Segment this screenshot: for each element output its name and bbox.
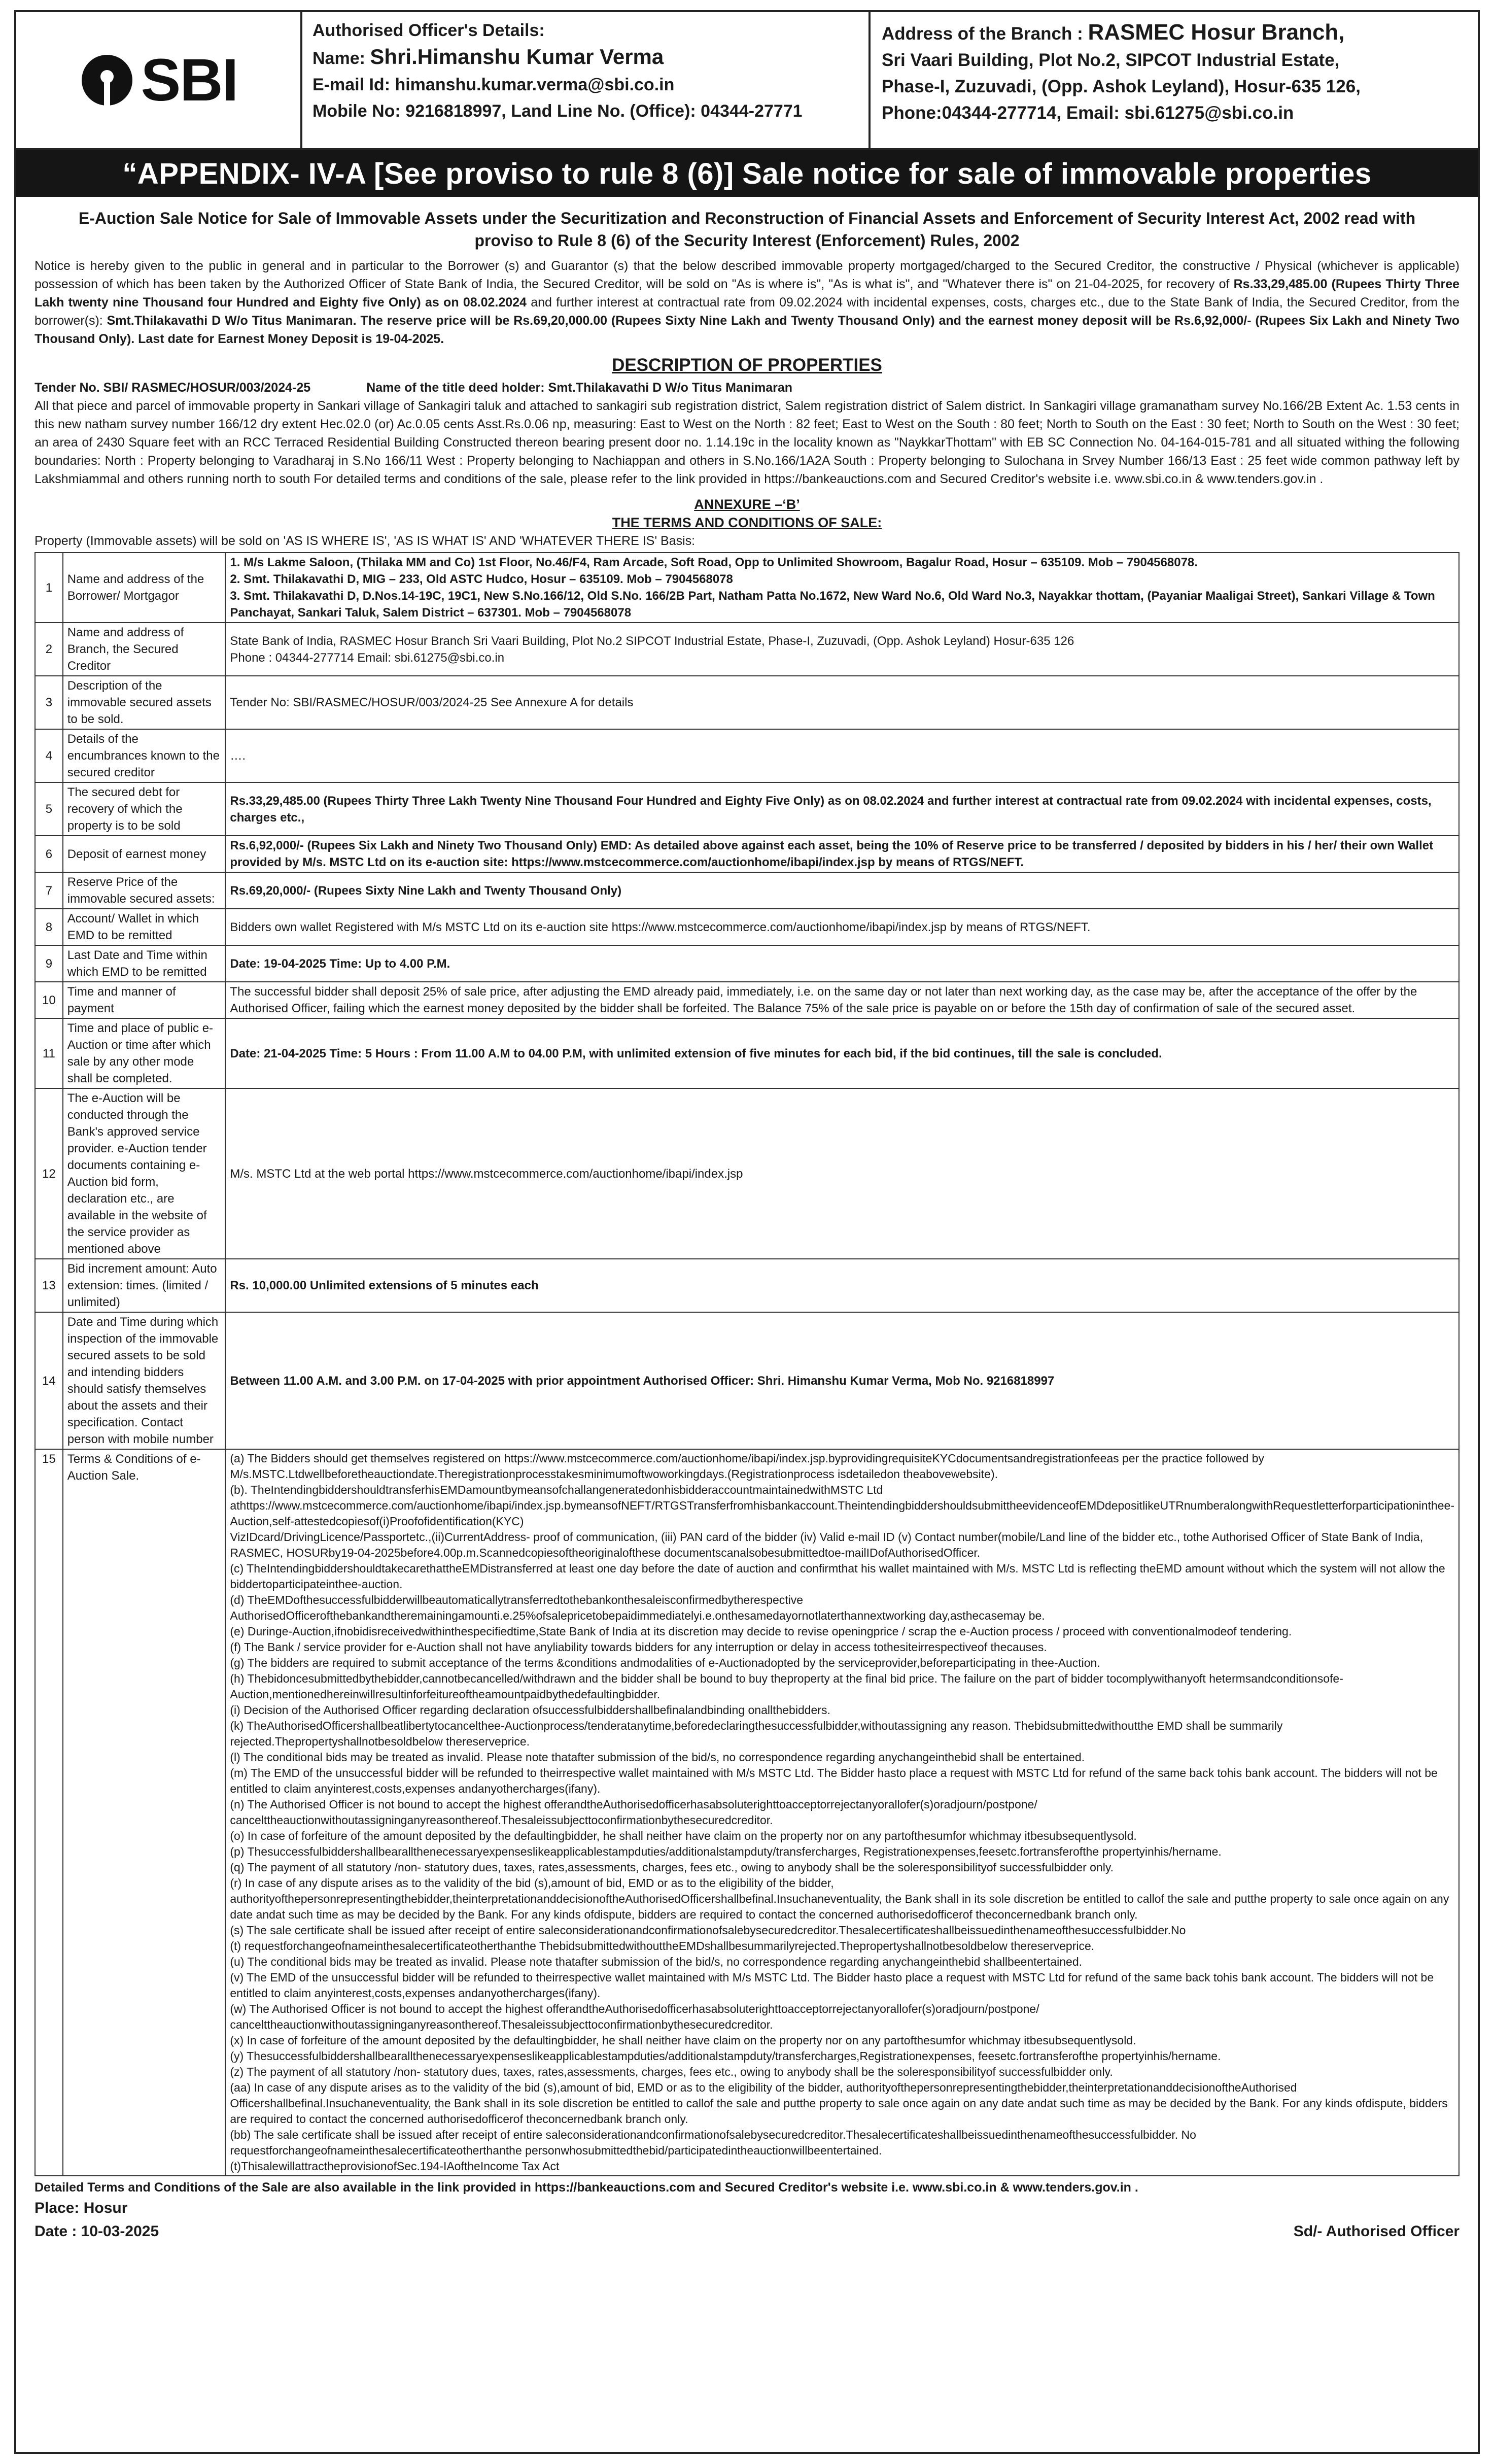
table-row	[35, 553, 1459, 623]
annexure-intro: Property (Immovable assets) will be sold on 'AS IS WHERE IS', 'AS IS WHAT IS' AND 'WHATEVER THERE IS' Basis:	[34, 534, 696, 548]
term-description: Terms & Conditions of e- Auction Sale.	[63, 1449, 226, 2176]
term-number: 11	[35, 1018, 63, 1088]
notice-amount: Rs.33,29,485.00 (Rupees Thirty Three Lakh twenty nine Thousand four Hundred and Eighty five Only) as on 08.02.2024	[34, 277, 1460, 310]
term-description: Description of the immovable secured assets to be sold.	[63, 676, 226, 729]
term-number: 12	[35, 1088, 63, 1259]
condition-paragraph: (f) The Bank / service provider for e-Auction shall not have anyliability towards bidders for any interruption or delay in access tothesiteirrespectiveof thecauses.	[230, 1640, 1047, 1654]
officer-phone: Mobile No: 9216818997, Land Line No. (Office): 04344-27771	[312, 101, 803, 121]
condition-paragraph: (x) In case of forfeiture of the amount deposited by the defaultingbidder, he shall neither have claim on the property nor on any partofthesumfor whichmay itbesubsequentlysold.	[230, 2034, 1136, 2047]
terms-table-body	[35, 553, 1459, 2176]
term-number: 3	[35, 676, 63, 729]
branch-line-1: Sri Vaari Building, Plot No.2, SIPCOT Industrial Estate,	[882, 50, 1340, 70]
term-description: Deposit of earnest money	[63, 836, 226, 872]
sbi-logo-text: SBI	[141, 47, 238, 114]
table-row	[35, 836, 1459, 872]
table-row	[35, 909, 1459, 945]
term-number: 6	[35, 836, 63, 872]
notice-subtitle: E-Auction Sale Notice for Sale of Immovable Assets under the Securitization and Reconstruction of Financial Assets and Enforcement of Security Interest Act, 2002 read with proviso to Rule 8 (6) of the Security Interest (Enforcement) Rules, 2002	[78, 209, 1416, 250]
officer-heading: Authorised Officer's Details:	[312, 21, 545, 40]
term-value-line: Rs.33,29,485.00 (Rupees Thirty Three Lakh Twenty Nine Thousand Four Hundred and Eighty Five Only) as on 08.02.2024 and further interest at contractual rate from 09.02.2024 with incidental expenses, costs, charges etc.,	[230, 794, 1432, 825]
term-description: Date and Time during which inspection of the immovable secured assets to be sold and intending bidders should satisfy themselves about the assets and their specification. Contact person with mobile number	[63, 1312, 226, 1449]
term-description: Details of the encumbrances known to the secured creditor	[63, 729, 226, 782]
term-15-conditions	[225, 1449, 1459, 2176]
term-description: Last Date and Time within which EMD to be remitted	[63, 945, 226, 982]
term-value-line: M/s. MSTC Ltd at the web portal https://www.mstcecommerce.com/auctionhome/ibapi/index.jsp	[230, 1167, 743, 1181]
notice-borrower: Smt.Thilakavathi D W/o Titus Manimaran.	[107, 314, 357, 328]
condition-paragraph: VizIDcard/DrivingLicence/Passportetc.,(ii)CurrentAddress- proof of communication, (iii) PAN card of the bidder (iv) Valid e-mail ID (v) Contact number(mobile/Land line of the bidder etc., tothe Authorised Officer of State Bank of India, RASMEC, HOSURby19-04-2025before4.00p.m.Scannedcopiesoftheoriginalofthese documentscanalsobesubmittedtoe-mailIDofAuthorisedOfficer.	[230, 1530, 1423, 1559]
term-value	[225, 982, 1459, 1018]
branch-address	[871, 12, 1478, 148]
term-description: The secured debt for recovery of which the property is to be sold	[63, 782, 226, 836]
branch-line-3: Phone:04344-277714, Email: sbi.61275@sbi.co.in	[882, 103, 1294, 123]
place: Place: Hosur	[34, 2200, 128, 2216]
condition-paragraph: (k) TheAuthorisedOfficershallbeatlibertytocancelthee-Auctionprocess/tenderatanytime,beforedeclaringthesuccessfulbidder,withoutassigning any reason. Thebidsubmittedwithoutthe EMD shall be summarily rejected.Thepropertyshallnotbesoldbelow thereserveprice.	[230, 1719, 1283, 1748]
term-number: 4	[35, 729, 63, 782]
condition-paragraph: (m) The EMD of the unsuccessful bidder will be refunded to theirrespective wallet maintained with M/s MSTC Ltd. The Bidder hasto place a request with MSTC Ltd for refund of the same back tohis bank account. The bidders will not be entitled to claim anyinterest,costs,expenses andanyothercharges(ifany).	[230, 1766, 1438, 1795]
tender-number: Tender No. SBI/ RASMEC/HOSUR/003/2024-25	[34, 381, 311, 395]
title-deed-holder: Name of the title deed holder: Smt.Thilakavathi D W/o Titus Manimaran	[366, 381, 793, 395]
term-number: 9	[35, 945, 63, 982]
date-row	[34, 2220, 1460, 2243]
term-description: Time and manner of payment	[63, 982, 226, 1018]
term-value	[225, 1018, 1459, 1088]
term-value-line: State Bank of India, RASMEC Hosur Branch Sri Vaari Building, Plot No.2 SIPCOT Industrial Estate, Phase-I, Zuzuvadi, (Opp. Ashok Leyland) Hosur-635 126	[230, 634, 1074, 648]
term-value-line: Rs.69,20,000/- (Rupees Sixty Nine Lakh and Twenty Thousand Only)	[230, 883, 622, 898]
branch-heading	[882, 19, 1468, 47]
notice-reserve: The reserve price will be Rs.69,20,000.00 (Rupees Sixty Nine Lakh and Twenty Thousand Only) and the earnest money deposit will be Rs.6,92,000/- (Rupees Six Lakh and Ninety Two Thousand Only). Last date for Earnest Money Deposit is 19-04-2025.	[34, 314, 1460, 346]
term-number: 14	[35, 1312, 63, 1449]
condition-paragraph: (t) requestforchangeofnameinthesalecertificateotherthanthe ThebidsubmittedwithouttheEMDshallbesummarilyrejected.Thepropertyshallnotbesoldbelow thereserveprice.	[230, 1939, 1095, 1953]
notice-header	[16, 12, 1478, 150]
term-value	[225, 676, 1459, 729]
term-description: Name and address of the Borrower/ Mortgagor	[63, 553, 226, 623]
term-number: 1	[35, 553, 63, 623]
term-value-line: 3. Smt. Thilakavathi D, D.Nos.14-19C, 19C1, New S.No.166/12, Old S.No. 166/2B Part, Natham Patta No.1672, New Ward No.6, Old Ward No.3, Nayakkar thottam, (Payaniar Maaligai Street), Sankari Village & Town Panchayat, Sankari Taluk, Salem District – 637301. Mob – 7904568078	[230, 589, 1435, 620]
officer-email: E-mail Id: himanshu.kumar.verma@sbi.co.in	[312, 75, 675, 94]
term-value	[225, 553, 1459, 623]
term-value-line: Rs. 10,000.00 Unlimited extensions of 5 minutes each	[230, 1279, 539, 1292]
officer-details	[302, 12, 871, 148]
table-row	[35, 945, 1459, 982]
table-row	[35, 1088, 1459, 1259]
footer-note: Detailed Terms and Conditions of the Sale are also available in the link provided in https://bankeauctions.com and Secured Creditor's website i.e. www.sbi.co.in & www.tenders.gov.in .	[34, 2180, 1138, 2195]
term-number: 5	[35, 782, 63, 836]
term-value-line: Tender No: SBI/RASMEC/HOSUR/003/2024-25 See Annexure A for details	[230, 696, 634, 709]
term-number: 2	[35, 623, 63, 676]
term-description: Account/ Wallet in which EMD to be remitted	[63, 909, 226, 945]
table-row	[35, 1312, 1459, 1449]
term-value	[225, 836, 1459, 872]
term-value-line: ….	[230, 749, 246, 763]
condition-paragraph: (o) In case of forfeiture of the amount deposited by the defaultingbidder, he shall neither have claim on the property nor on any partofthesumfor whichmay itbesubsequentlysold.	[230, 1829, 1137, 1842]
sbi-keyhole-icon	[79, 52, 135, 108]
table-row	[35, 1449, 1459, 2176]
condition-paragraph: (h) Thebidoncesubmittedbythebidder,cannotbecancelled/withdrawn and the bidder shall be bound to buy theproperty at the final bid price. The failure on the part of bidder tocomplywithanyoft hetermsandconditionsofe-Auction,mentionedhereinwillresultinforfeitureoftheamountpaidbythedefaultingbidder.	[230, 1672, 1343, 1701]
property-description: All that piece and parcel of immovable property in Sankari village of Sankagiri taluk and attached to sankagiri sub registration district, Salem registration district of Salem district. In Sankagiri village gramanatham survey No.166/2B Extent Ac. 1.53 cents in this new natham survey number 166/12 dry extent Hec.02.0 (or) Ac.0.05 cents Asst.Rs.0.06 np, measuring: East to West on the North : 82 feet; East to West on the South : 80 feet; North to South on the East : 30 feet; North to South on the West : 30 feet; an area of 2430 Square feet with an RCC Terraced Residential Building Constructed thereon bearing present door no. 1.14.19c in the locality known as "NaykkarThottam" with EB SC Connection No. 04-164-015-781 and all situated withing the following boundaries: North : Property belonging to Varadharaj in S.No 166/11 West : Property belonging to Nachiappan and others in S.No.166/1A2A South : Property belonging to Sulochana in Srvey Number 166/13 East : 25 feet wide common pathway left by Lakshmiammal and others running north to south For detailed terms and conditions of the sale, please refer to the link provided in https://bankeauctions.com and Secured Creditor's website i.e. www.sbi.co.in & www.tenders.gov.in .	[34, 399, 1460, 486]
condition-paragraph: (w) The Authorised Officer is not bound to accept the highest offerandtheAuthorisedofficerhasabsoluterighttoacceptorrejectanyorallofer(s)oradjourn/postpone/ cancelttheauctionwithoutassigninganyreasonthereof.Thesaleissubjecttoconfirmationbythesecuredcreditor.	[230, 2002, 1039, 2031]
condition-paragraph: (b). TheIntendingbiddershouldtransferhisEMDamountbymeansofchallangeneratedonhisbidderaccountmaintainedwithMSTC Ltd athttps://www.mstcecommerce.com/auctionhome/ibapi/index.jsp.bymeansofNEFT/RTGSTransferfromhisbankaccount.TheintendingbiddershouldsubmittheevidenceofEMDdepositlikeUTRnumberalongwithRequestletterforparticipationinthee-Auction,self-attestedcopiesof(i)Proofofidentification(KYC)	[230, 1483, 1454, 1528]
sbi-logo	[79, 46, 238, 115]
tender-line	[34, 379, 1460, 397]
condition-paragraph: (q) The payment of all statutory /non- statutory dues, taxes, rates,assessments, charges, fees etc., owing to anybody shall be the soleresponsibilityof successfulbidder only.	[230, 1861, 1114, 1874]
term-value-line: Phone : 04344-277714 Email: sbi.61275@sbi.co.in	[230, 651, 505, 665]
term-description: Time and place of public e-Auction or time after which sale by any other mode shall be completed.	[63, 1018, 226, 1088]
condition-paragraph: (bb) The sale certificate shall be issued after receipt of entire saleconsiderationandconfirmationofsalebysecuredcreditor.Thesalecertificateshallbeissuedinthenameofthesuccessfulbidder. No requestforchangeofnameinthesalecertificateotherthanthe personwhosubmittedthebid/participatedintheauctionwillbeentertained.	[230, 2128, 1196, 2157]
branch-label: Address of the Branch :	[882, 24, 1083, 44]
condition-paragraph: (v) The EMD of the unsuccessful bidder will be refunded to theirrespective wallet maintained with M/s MSTC Ltd. The Bidder hasto place a request with MSTC Ltd for refund of the same back tohis bank account. The bidders will not be entitled to claim anyinterest,costs,expenses andanyothercharges(ifany).	[230, 1971, 1434, 2000]
condition-paragraph: (g) The bidders are required to submit acceptance of the terms &conditions andmodalities of e-Auctionadopted by the serviceprovider,beforeparticipating in thee-Auction.	[230, 1656, 1100, 1669]
condition-paragraph: (r) In case of any dispute arises as to the validity of the bid (s),amount of bid, EMD or as to the eligibility of the bidder, authorityofthepersonrepresentingthebidder,theinterpretationanddecisionoftheAuthorisedOfficershallbefinal.Insuchaneventuality, the Bank shall in its sole discretion be entitled to callof the sale and putthe property to sale once again on any date andat such time as may be decided by the Bank. For any kinds ofdispute, bidders are required to contact the concerned authorisedofficerof theconcernedbank branch only.	[230, 1876, 1449, 1921]
branch-line-2: Phase-I, Zuzuvadi, (Opp. Ashok Leyland), Hosur-635 126,	[882, 77, 1361, 96]
notice-content	[16, 197, 1478, 2243]
condition-paragraph: (n) The Authorised Officer is not bound to accept the highest offerandtheAuthorisedofficerhasabsoluterighttoacceptorrejectanyorallofer(s)oradjourn/postpone/ cancelttheauctionwithoutassigninganyreasonthereof.Thesaleissubjecttoconfirmationbythesecuredcreditor.	[230, 1798, 1037, 1827]
annexure-title: ANNEXURE –‘B’	[694, 497, 800, 512]
notice-paragraph	[34, 257, 1460, 348]
term-value	[225, 623, 1459, 676]
table-row	[35, 872, 1459, 909]
table-row	[35, 982, 1459, 1018]
table-row	[35, 1259, 1459, 1312]
condition-paragraph: (a) The Bidders should get themselves registered on https://www.mstcecommerce.com/auctionhome/ibapi/index.jsp.byprovidingrequisiteKYCdocumentsandregistrationfeeas per the practice followed by M/s.MSTC.Ltdwellbeforetheauctiondate.Theregistrationprocesstakesminimumoftwoworkingdays.(Registrationprocess isdetailedon theabovewebsite).	[230, 1452, 1265, 1481]
condition-paragraph: (z) The payment of all statutory /non- statutory dues, taxes, rates,assessments, charges, fees etc., owing to anybody shall be the soleresponsibilityof successfulbidder only.	[230, 2065, 1113, 2078]
term-value-line: Between 11.00 A.M. and 3.00 P.M. on 17-04-2025 with prior appointment Authorised Officer: Shri. Himanshu Kumar Verma, Mob No. 9216818997	[230, 1374, 1055, 1388]
notice-date: Date : 10-03-2025	[34, 2223, 159, 2240]
table-row	[35, 676, 1459, 729]
table-row	[35, 623, 1459, 676]
officer-name-label: Name:	[312, 49, 365, 68]
bank-logo-cell	[16, 12, 302, 148]
term-value-line: Bidders own wallet Registered with M/s MSTC Ltd on its e-auction site https://www.mstcecommerce.com/auctionhome/ibapi/index.jsp by means of RTGS/NEFT.	[230, 920, 1091, 934]
branch-name: RASMEC Hosur Branch,	[1088, 20, 1345, 45]
condition-paragraph: (aa) In case of any dispute arises as to the validity of the bid (s),amount of bid, EMD or as to the eligibility of the bidder, authorityofthepersonrepresentingthebidder,theinterpretationanddecisionoftheAuthorised Officershallbefinal.Insuchaneventuality, the Bank shall in its sole discretion be entitled to callof the sale and putthe property to sale once again on any date andat such time as may be decided by the Bank. For any kinds ofdispute, bidders are required to contact the concerned authorisedofficerof theconcernedbank branch only.	[230, 2081, 1448, 2126]
annexure-subtitle: THE TERMS AND CONDITIONS OF SALE:	[612, 515, 882, 530]
term-value-line: Rs.6,92,000/- (Rupees Six Lakh and Ninety Two Thousand Only) EMD: As detailed above against each asset, being the 10% of Reserve price to be transferred / deposited by bidders in his / her/ their own Wallet provided by M/s. MSTC Ltd on its e-auction site: https://www.mstcecommerce.com/auctionhome/ibapi/index.jsp by means of RTGS/NEFT.	[230, 839, 1434, 869]
notice-text-2: and further interest at contractual rate from 09.02.2024 with incidental expenses, costs, charges etc., due to the State Bank of India, the Secured Creditor, from the borrower(s):	[34, 295, 1460, 328]
term-value	[225, 909, 1459, 945]
officer-name: Shri.Himanshu Kumar Verma	[370, 45, 664, 69]
term-value	[225, 1088, 1459, 1259]
term-value	[225, 1259, 1459, 1312]
term-description: Bid increment amount: Auto extension: times. (limited / unlimited)	[63, 1259, 226, 1312]
signature: Sd/- Authorised Officer	[1293, 2223, 1460, 2240]
condition-paragraph: (y) Thesuccessfulbiddershallbearallthenecessaryexpenseslikeapplicablestampduties/additionalstampduty/transfercharges,Registrationexpenses, feesetc.fortransferofthe propertyinhis/hername.	[230, 2049, 1221, 2063]
condition-paragraph: (u) The conditional bids may be treated as invalid. Please note thatafter submission of the bid/s, no correspondence regarding anychangeinthebid shallbeentertained.	[230, 1955, 1083, 1968]
term-value-line: The successful bidder shall deposit 25% of sale price, after adjusting the EMD already paid, immediately, i.e. on the same day or not later than next working day, as the case may be, after the acceptance of the offer by the Authorised Officer, failing which the earnest money deposited by the bidder shall be forfeited. The Balance 75% of the sale price is payable on or before the 15th day of confirmation of sale of the secured asset.	[230, 985, 1417, 1015]
term-number: 15	[35, 1449, 63, 2176]
term-value	[225, 782, 1459, 836]
term-value-line: 1. M/s Lakme Saloon, (Thilaka MM and Co) 1st Floor, No.46/F4, Ram Arcade, Soft Road, Opp to Unlimited Showroom, Bagalur Road, Hosur – 635109. Mob – 7904568078.	[230, 556, 1198, 569]
term-number: 7	[35, 872, 63, 909]
appendix-banner: “APPENDIX- IV-A [See proviso to rule 8 (6)] Sale notice for sale of immovable properties	[16, 150, 1478, 197]
condition-paragraph: (d) TheEMDofthesuccessfulbidderwillbeautomaticallytransferredtothebankonthesaleisconfirmedbytherespective AuthorisedOfficerofthebankandtheremainingamounti.e.25%ofsalepricetobepaidimmediatelyi.e.onthesamedayornotlaterthannextworking day,asthecasemay be.	[230, 1593, 1045, 1622]
condition-paragraph: (s) The sale certificate shall be issued after receipt of entire saleconsiderationandconfirmationofsalebysecuredcreditor.Thesalecertificateshallbeissuedinthenameofthesuccessfulbidder.No	[230, 1924, 1186, 1937]
term-value-line: Date: 19-04-2025 Time: Up to 4.00 P.M.	[230, 956, 450, 971]
condition-paragraph: (i) Decision of the Authorised Officer regarding declaration ofsuccessfulbiddershallbefinalandbinding onallthebidders.	[230, 1703, 830, 1717]
condition-paragraph: (c) TheIntendingbiddershouldtakecarethattheEMDistransferred at least one day before the date of auction and confirmthat his wallet maintained with M/s. MSTC Ltd is reflecting theEMD amount without which the system will not allow the biddertoparticipateinthee-auction.	[230, 1562, 1445, 1591]
description-title: DESCRIPTION OF PROPERTIES	[612, 355, 882, 375]
term-value	[225, 729, 1459, 782]
term-description: Reserve Price of the immovable secured assets:	[63, 872, 226, 909]
officer-name-line	[312, 44, 859, 72]
notice-text-1: Notice is hereby given to the public in general and in particular to the Borrower (s) and Guarantor (s) that the below described immovable property mortgaged/charged to the Secured Creditor, the constructive / Physical (whichever is applicable) possession of which has been taken by the Authorized Officer of State Bank of India, the Secured Creditor, will be sold on "As is where is", "As is what is", and "Whatever there is" on 21-04-2025, for recovery of	[34, 259, 1460, 291]
term-description: The e-Auction will be conducted through the Bank's approved service provider. e-Auction tender documents containing e-Auction bid form, declaration etc., are available in the website of the service provider as mentioned above	[63, 1088, 226, 1259]
term-value	[225, 1312, 1459, 1449]
term-value	[225, 945, 1459, 982]
term-value-line: Date: 21-04-2025 Time: 5 Hours : From 11.00 A.M to 04.00 P.M, with unlimited extension of five minutes for each bid, if the bid continues, till the sale is concluded.	[230, 1046, 1162, 1060]
sale-notice-page	[14, 10, 1480, 2454]
condition-paragraph: (p) Thesuccessfulbiddershallbearallthenecessaryexpenseslikeapplicablestampduties/additionalstampduty/transfercharges, Registrationexpenses,feesetc.fortransferofthe propertyinhis/hername.	[230, 1845, 1222, 1858]
term-value-line: 2. Smt. Thilakavathi D, MIG – 233, Old ASTC Hudco, Hosur – 635109. Mob – 7904568078	[230, 572, 733, 586]
term-number: 8	[35, 909, 63, 945]
table-row	[35, 782, 1459, 836]
condition-paragraph: (e) Duringe-Auction,ifnobidisreceivedwithinthespecifiedtime,State Bank of India at its discretion may decide to revise openingprice / scrap the e-Auction process / proceed with conventionalmodeof tendering.	[230, 1625, 1292, 1638]
condition-paragraph: (t)ThisalewillattractheprovisionofSec.194-IAoftheIncome Tax Act	[230, 2160, 560, 2173]
term-value	[225, 872, 1459, 909]
terms-table	[34, 552, 1460, 2176]
term-description: Name and address of Branch, the Secured Creditor	[63, 623, 226, 676]
term-number: 10	[35, 982, 63, 1018]
table-row	[35, 729, 1459, 782]
table-row	[35, 1018, 1459, 1088]
term-number: 13	[35, 1259, 63, 1312]
condition-paragraph: (l) The conditional bids may be treated as invalid. Please note thatafter submission of the bid/s, no correspondence regarding anychangeinthebid shall be entertained.	[230, 1751, 1085, 1764]
